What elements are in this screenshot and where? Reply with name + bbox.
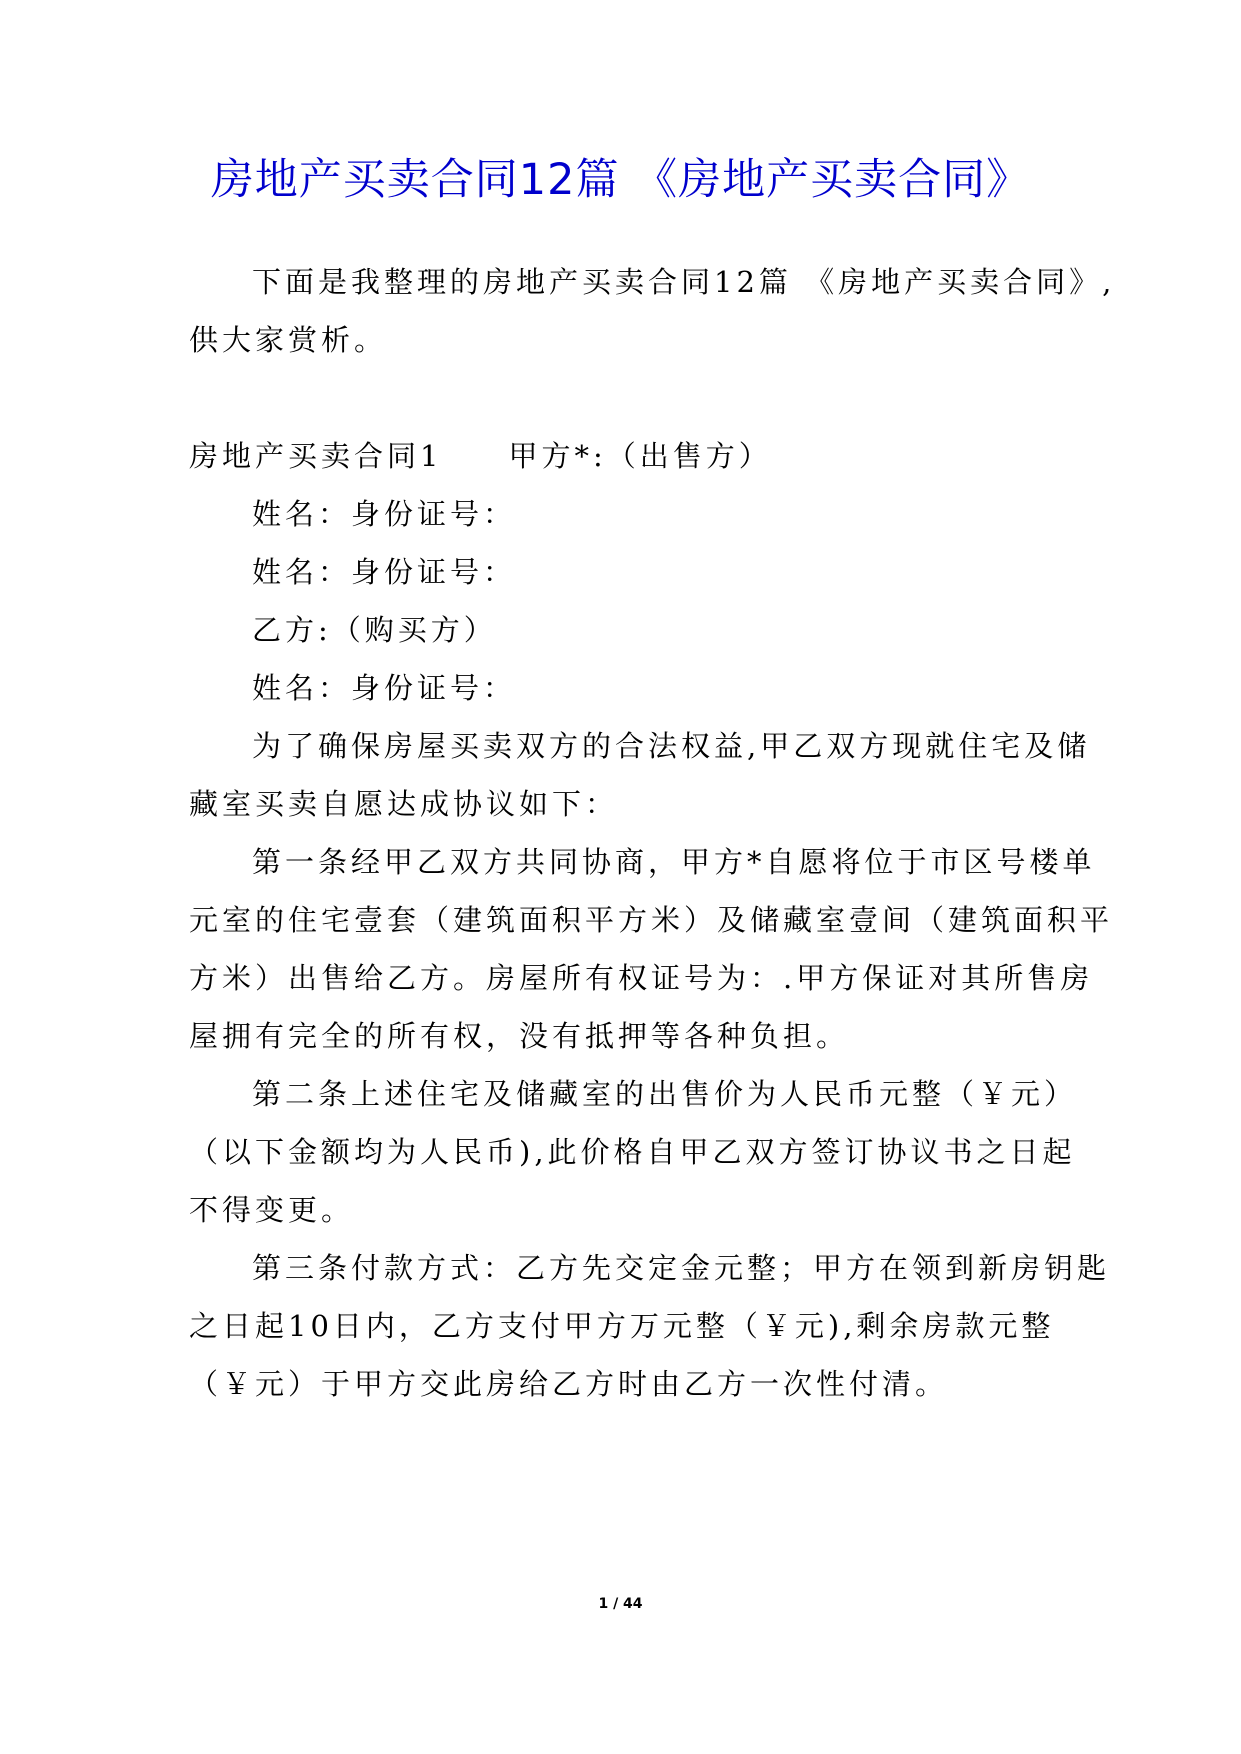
party-a-person-1: 姓名：身份证号： [252, 497, 517, 531]
article-1-line-1: 第一条经甲乙双方共同协商，甲方*自愿将位于市区号楼单 [252, 845, 1096, 879]
article-3-line-3: （￥元）于甲方交此房给乙方时由乙方一次性付清。 [189, 1367, 949, 1401]
article-2-line-3: 不得变更。 [189, 1193, 355, 1227]
article-1-line-2: 元室的住宅壹套（建筑面积平方米）及储藏室壹间（建筑面积平 [189, 903, 1114, 937]
purpose-line-2: 藏室买卖自愿达成协议如下： [189, 787, 619, 821]
article-2-line-1: 第二条上述住宅及储藏室的出售价为人民币元整（￥元） [252, 1077, 1078, 1111]
intro-line-1: 下面是我整理的房地产买卖合同12篇 《房地产买卖合同》, [252, 265, 1116, 299]
article-1-line-3: 方米）出售给乙方。房屋所有权证号为：.甲方保证对其所售房 [189, 961, 1094, 995]
party-b-heading: 乙方:（购买方） [252, 613, 497, 647]
intro-line-2: 供大家赏析。 [189, 323, 388, 357]
article-1-line-4: 屋拥有完全的所有权，没有抵押等各种负担。 [189, 1019, 850, 1053]
section-heading: 房地产买卖合同1 甲方*:（出售方） [189, 439, 772, 473]
article-3-line-2: 之日起10日内，乙方支付甲方万元整（￥元),剩余房款元整 [189, 1309, 1055, 1343]
article-3-line-1: 第三条付款方式：乙方先交定金元整；甲方在领到新房钥匙 [252, 1251, 1111, 1285]
page-number: 1 / 44 [598, 1596, 643, 1612]
document-title: 房地产买卖合同12篇 《房地产买卖合同》 [210, 155, 1031, 205]
purpose-line-1: 为了确保房屋买卖双方的合法权益,甲乙双方现就住宅及储 [252, 729, 1091, 763]
article-2-line-2: （以下金额均为人民币),此价格自甲乙双方签订协议书之日起 [189, 1135, 1076, 1169]
party-a-person-2: 姓名：身份证号： [252, 555, 517, 589]
party-b-person-1: 姓名：身份证号： [252, 671, 517, 705]
